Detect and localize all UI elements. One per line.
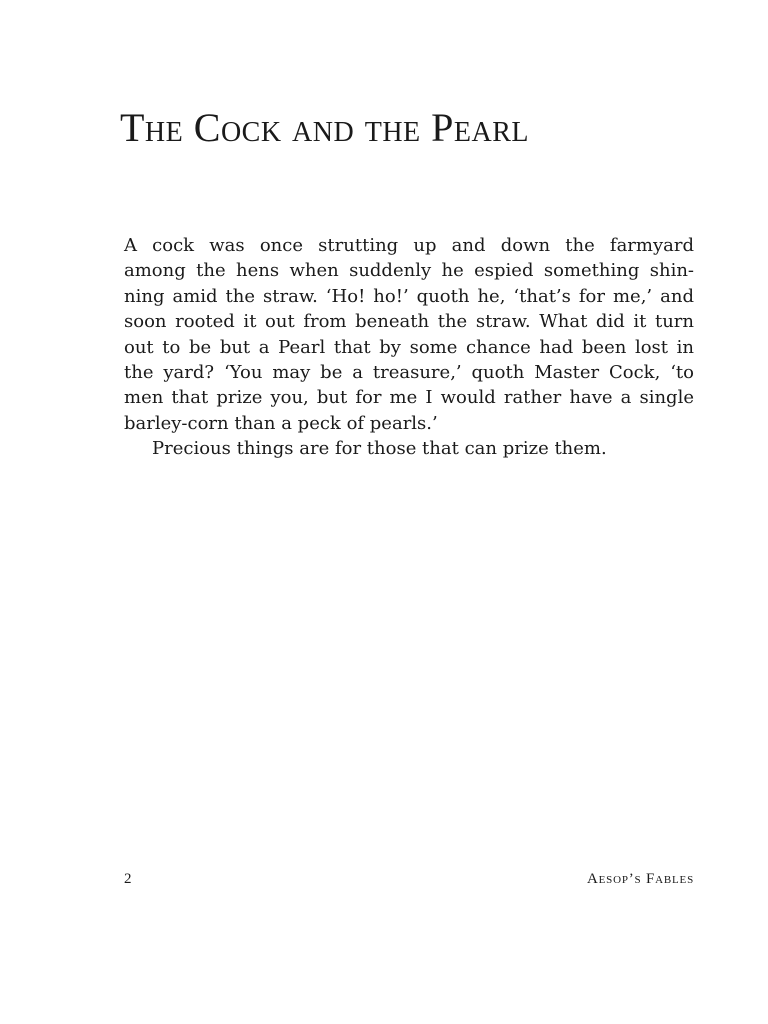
- fable-moral: Precious things are for those that can prize them.: [152, 438, 607, 459]
- body-line: among the hens when suddenly he espied something shin-: [124, 260, 694, 282]
- fable-title: The Cock and the Pearl: [120, 105, 529, 150]
- body-line: soon rooted it out from beneath the straw. What did it turn: [124, 311, 694, 333]
- body-line: barley-corn than a peck of pearls.’: [124, 412, 438, 434]
- body-line: ning amid the straw. ‘Ho! ho!’ quoth he, ‘that’s for me,’ and: [124, 285, 694, 307]
- fable-body: [124, 233, 694, 436]
- body-line: A cock was once strutting up and down the farmyard: [124, 235, 694, 256]
- body-line: men that prize you, but for me I would rather have a single: [124, 387, 694, 409]
- page-number: 2: [124, 871, 132, 887]
- body-line: out to be but a Pearl that by some chance had been lost in: [124, 336, 694, 358]
- body-line: the yard? ‘You may be a treasure,’ quoth Master Cock, ‘to: [124, 362, 694, 384]
- running-head: Aesop’s Fables: [587, 871, 694, 887]
